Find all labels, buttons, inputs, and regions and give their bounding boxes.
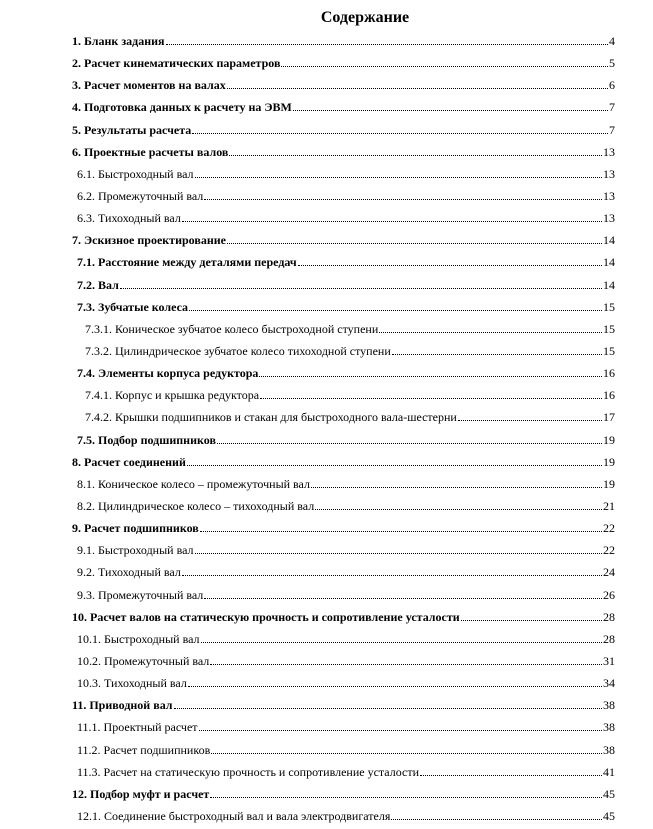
toc-entry-label: 7.4. Элементы корпуса редуктора xyxy=(77,366,259,381)
toc-entry xyxy=(0,628,653,650)
toc-entry-label: 10.3. Тихоходный вал xyxy=(77,676,187,691)
toc-entry-label: 6. Проектные расчеты валов xyxy=(72,144,229,159)
toc-entry xyxy=(0,451,653,473)
toc-page-number: 26 xyxy=(603,587,615,602)
toc-entry xyxy=(0,274,653,296)
toc-entry-label: 12. Подбор муфт и расчет xyxy=(72,786,210,801)
toc-dot-leader xyxy=(391,819,602,820)
toc-dot-leader xyxy=(210,664,602,665)
toc-page-number: 15 xyxy=(603,343,615,358)
toc-entry-label: 7.5. Подбор подшипников xyxy=(77,432,216,447)
toc-entry-label: 8.2. Цилиндрическое колесо – тихоходный вал xyxy=(77,498,315,513)
toc-dot-leader xyxy=(420,775,602,776)
toc-page-number: 13 xyxy=(603,188,615,203)
toc-page-number: 13 xyxy=(603,144,615,159)
toc-entry-label: 9.2. Тихоходный вал xyxy=(77,565,181,580)
toc-dot-leader xyxy=(200,531,602,532)
toc-entry xyxy=(0,163,653,185)
toc-entry xyxy=(0,141,653,163)
toc-entry xyxy=(0,561,653,583)
toc-entry xyxy=(0,251,653,273)
toc-dot-leader xyxy=(204,598,602,599)
toc-page-number: 14 xyxy=(603,233,615,248)
toc-dot-leader xyxy=(293,110,608,111)
toc-entry-label: 6.3. Тихоходный вал xyxy=(77,211,181,226)
toc-entry xyxy=(0,74,653,96)
toc-entry xyxy=(0,761,653,783)
toc-entry xyxy=(0,473,653,495)
toc-page-number: 7 xyxy=(609,100,615,115)
toc-entry-label: 7.3. Зубчатые колеса xyxy=(77,299,189,314)
toc-entry-label: 11.1. Проектный расчет xyxy=(77,720,198,735)
toc-entry xyxy=(0,429,653,451)
toc-page-number: 17 xyxy=(603,410,615,425)
toc-dot-leader xyxy=(315,509,602,510)
toc-dot-leader xyxy=(182,221,602,222)
toc-entry-label: 7.4.2. Крышки подшипников и стакан для быстроходного вала-шестерни xyxy=(85,410,457,425)
toc-dot-leader xyxy=(192,133,608,134)
toc-page-number: 14 xyxy=(603,255,615,270)
toc-entry-label: 11.3. Расчет на статическую прочность и сопротивление усталости xyxy=(77,764,420,779)
toc-dot-leader xyxy=(204,199,602,200)
toc-entry-label: 7.2. Вал xyxy=(77,277,119,292)
toc-page-number: 19 xyxy=(603,476,615,491)
toc-page-number: 16 xyxy=(603,388,615,403)
toc-entry-label: 10.1. Быстроходный вал xyxy=(77,631,200,646)
toc-entry xyxy=(0,384,653,406)
toc-entry-label: 7.1. Расстояние между деталями передач xyxy=(77,255,297,270)
toc-dot-leader xyxy=(461,620,602,621)
toc-entry xyxy=(0,783,653,805)
toc-dot-leader xyxy=(195,553,602,554)
toc-entry-label: 4. Подготовка данных к расчету на ЭВМ xyxy=(72,100,292,115)
toc-page-number: 4 xyxy=(609,34,615,48)
toc-page-number: 7 xyxy=(609,122,615,137)
toc-page-number: 16 xyxy=(603,366,615,381)
page-title: Содержание xyxy=(320,9,410,26)
toc-entry xyxy=(0,185,653,207)
toc-page-number: 28 xyxy=(603,609,615,624)
toc-entry xyxy=(0,716,653,738)
toc-page-number: 15 xyxy=(603,299,615,314)
toc-entry xyxy=(0,96,653,118)
toc-page-number: 24 xyxy=(603,565,615,580)
toc-dot-leader xyxy=(166,44,608,45)
toc-dot-leader xyxy=(195,177,602,178)
toc-page-number: 13 xyxy=(603,211,615,226)
toc-entry xyxy=(0,207,653,229)
toc-entry-label: 9. Расчет подшипников xyxy=(72,521,199,536)
toc-entry xyxy=(0,539,653,561)
toc-entry xyxy=(0,694,653,716)
toc-entry xyxy=(0,672,653,694)
toc-dot-leader xyxy=(201,642,602,643)
toc-page-number: 5 xyxy=(609,56,615,71)
toc-entry xyxy=(0,362,653,384)
toc-page-number: 22 xyxy=(603,543,615,558)
toc-page-number: 28 xyxy=(603,631,615,646)
toc-entry-label: 8. Расчет соединений xyxy=(72,454,186,469)
toc-page-number: 38 xyxy=(603,742,615,757)
toc-dot-leader xyxy=(187,465,602,466)
toc-entry-label: 7. Эскизное проектирование xyxy=(72,233,227,248)
toc-dot-leader xyxy=(210,797,602,798)
toc-entry xyxy=(0,52,653,74)
toc-entry xyxy=(0,229,653,251)
toc-entry-label: 7.3.1. Коническое зубчатое колесо быстроходной ступени xyxy=(85,321,379,336)
toc-entry xyxy=(0,495,653,517)
toc-entry xyxy=(0,30,653,52)
toc-dot-leader xyxy=(182,575,602,576)
toc-page-number: 34 xyxy=(603,676,615,691)
toc-entry xyxy=(0,650,653,672)
toc-page-number: 14 xyxy=(603,277,615,292)
toc-dot-leader xyxy=(281,66,608,67)
toc-entry xyxy=(0,739,653,761)
toc-dot-leader xyxy=(392,354,602,355)
toc-entry xyxy=(0,584,653,606)
toc-dot-leader xyxy=(227,243,602,244)
toc-entry xyxy=(0,805,653,827)
toc-dot-leader xyxy=(188,686,602,687)
toc-page-number: 38 xyxy=(603,720,615,735)
toc-dot-leader xyxy=(379,332,602,333)
toc-page-number: 38 xyxy=(603,698,615,713)
toc-entry-label: 11. Приводной вал xyxy=(72,698,173,713)
toc-dot-leader xyxy=(174,708,602,709)
toc-dot-leader xyxy=(260,398,602,399)
toc-page-number: 45 xyxy=(603,786,615,801)
toc-dot-leader xyxy=(229,155,602,156)
toc-entry-label: 9.1. Быстроходный вал xyxy=(77,543,194,558)
toc-entry-label: 2. Расчет кинематических параметров xyxy=(72,56,281,71)
toc-page-number: 13 xyxy=(603,166,615,181)
table-of-contents xyxy=(0,28,653,827)
toc-entry xyxy=(0,340,653,362)
toc-dot-leader xyxy=(458,420,602,421)
toc-page-number: 6 xyxy=(609,78,615,93)
toc-dot-leader xyxy=(211,753,602,754)
toc-entry xyxy=(0,406,653,428)
toc-page-number: 45 xyxy=(603,808,615,823)
toc-page-number: 31 xyxy=(603,653,615,668)
toc-entry xyxy=(0,606,653,628)
toc-entry-label: 5. Результаты расчета xyxy=(72,122,192,137)
toc-entry-label: 10.2. Промежуточный вал xyxy=(77,653,210,668)
toc-dot-leader xyxy=(259,376,602,377)
toc-dot-leader xyxy=(311,487,602,488)
toc-page-number: 22 xyxy=(603,521,615,536)
toc-entry xyxy=(0,119,653,141)
toc-entry-label: 6.2. Промежуточный вал xyxy=(77,188,204,203)
toc-entry xyxy=(0,318,653,340)
toc-entry-label: 10. Расчет валов на статическую прочность и сопротивление усталости xyxy=(72,609,460,624)
toc-page-number: 21 xyxy=(603,498,615,513)
toc-page-number: 41 xyxy=(603,764,615,779)
toc-page-number: 19 xyxy=(603,454,615,469)
toc-entry-label: 7.4.1. Корпус и крышка редуктора xyxy=(85,388,260,403)
toc-dot-leader xyxy=(199,730,602,731)
toc-dot-leader xyxy=(227,88,608,89)
toc-entry-label: 1. Бланк задания xyxy=(72,34,165,48)
toc-entry-label: 11.2. Расчет подшипников xyxy=(77,742,211,757)
toc-entry-label: 7.3.2. Цилиндрическое зубчатое колесо тихоходной ступени xyxy=(85,343,391,358)
toc-page-number: 19 xyxy=(603,432,615,447)
toc-dot-leader xyxy=(120,288,602,289)
toc-dot-leader xyxy=(189,310,602,311)
toc-dot-leader xyxy=(298,265,602,266)
toc-entry-label: 6.1. Быстроходный вал xyxy=(77,166,194,181)
toc-page-number: 15 xyxy=(603,321,615,336)
toc-entry xyxy=(0,296,653,318)
toc-entry-label: 12.1. Соединение быстроходный вал и вала электродвигателя xyxy=(77,808,391,823)
toc-entry-label: 9.3. Промежуточный вал xyxy=(77,587,204,602)
toc-entry xyxy=(0,517,653,539)
toc-dot-leader xyxy=(217,443,602,444)
toc-entry-label: 8.1. Коническое колесо – промежуточный вал xyxy=(77,476,310,491)
toc-entry-label: 3. Расчет моментов на валах xyxy=(72,78,226,93)
